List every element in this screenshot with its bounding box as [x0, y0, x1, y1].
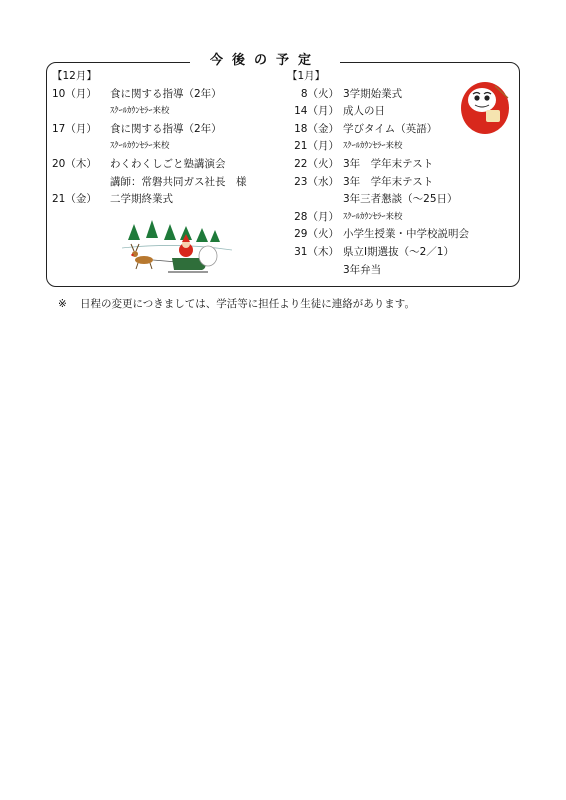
event-text: 食に関する指導（2年） — [110, 87, 222, 100]
month-header: 【1月】 — [287, 70, 326, 82]
santa-icon — [172, 234, 217, 270]
event-date: 17（月） — [52, 122, 97, 135]
event-subtext: ｽｸｰﾙｶｳﾝｾﾗｰ来校 — [110, 106, 170, 117]
list-item — [52, 191, 287, 209]
event-date: 29（火） — [294, 228, 339, 241]
event-date: 8（火） — [300, 87, 339, 100]
event-text: 学びタイム（英語） — [343, 122, 438, 135]
event-text: 3学期始業式 — [343, 87, 403, 100]
list-item — [52, 156, 287, 174]
event-date: 31（木） — [294, 245, 339, 258]
list-item — [287, 138, 517, 156]
event-date: 21（金） — [52, 193, 97, 206]
event-text: 3年 学年末テスト — [343, 157, 434, 170]
event-subtext: 講師：常磐共同ガス社長 様 — [110, 175, 247, 188]
list-item — [287, 226, 517, 244]
december-column — [52, 68, 287, 209]
event-text: 成人の日 — [343, 105, 385, 118]
pine-tree-icon — [128, 220, 220, 242]
schedule-note — [58, 296, 415, 311]
event-subtext: ｽｸｰﾙｶｳﾝｾﾗｰ来校 — [110, 141, 170, 152]
note-text: 日程の変更につきましては、学活等に担任より生徒に連絡があります。 — [80, 298, 415, 310]
list-item — [287, 174, 517, 192]
list-item — [287, 209, 517, 227]
event-subtext: 3年弁当 — [343, 263, 382, 276]
event-date: 21（月） — [294, 140, 339, 153]
event-date: 18（金） — [294, 122, 339, 135]
event-date: 14（月） — [294, 105, 339, 118]
event-text: ｽｸｰﾙｶｳﾝｾﾗｰ来校 — [343, 211, 403, 222]
list-item — [52, 121, 287, 139]
month-header: 【12月】 — [52, 70, 97, 82]
list-item — [287, 244, 517, 262]
event-text: 二学期終業式 — [110, 193, 173, 206]
list-item — [287, 156, 517, 174]
event-text: 小学生授業・中学校説明会 — [343, 228, 469, 241]
event-text: 3年 学年末テスト — [343, 175, 434, 188]
santa-sleigh-illustration — [122, 218, 232, 276]
event-date: 10（月） — [52, 87, 97, 100]
event-date: 23（水） — [294, 175, 339, 188]
event-subtext: 3年三者懇談（～25日） — [343, 193, 458, 206]
schedule-title: 今後の予定 — [190, 51, 340, 71]
list-item — [52, 86, 287, 104]
event-text: 食に関する指導（2年） — [110, 122, 222, 135]
event-date: 28（月） — [294, 210, 339, 223]
event-date: 20（木） — [52, 157, 97, 170]
note-mark: ※ — [58, 298, 67, 310]
event-text: 県立Ⅰ期選抜（～2／1） — [343, 245, 454, 258]
event-text: ｽｸｰﾙｶｳﾝｾﾗｰ来校 — [343, 141, 403, 152]
event-date: 22（火） — [294, 157, 339, 170]
event-text: わくわくしごと塾講演会 — [110, 157, 226, 170]
reindeer-icon — [131, 244, 153, 269]
daruma-illustration — [458, 76, 512, 136]
